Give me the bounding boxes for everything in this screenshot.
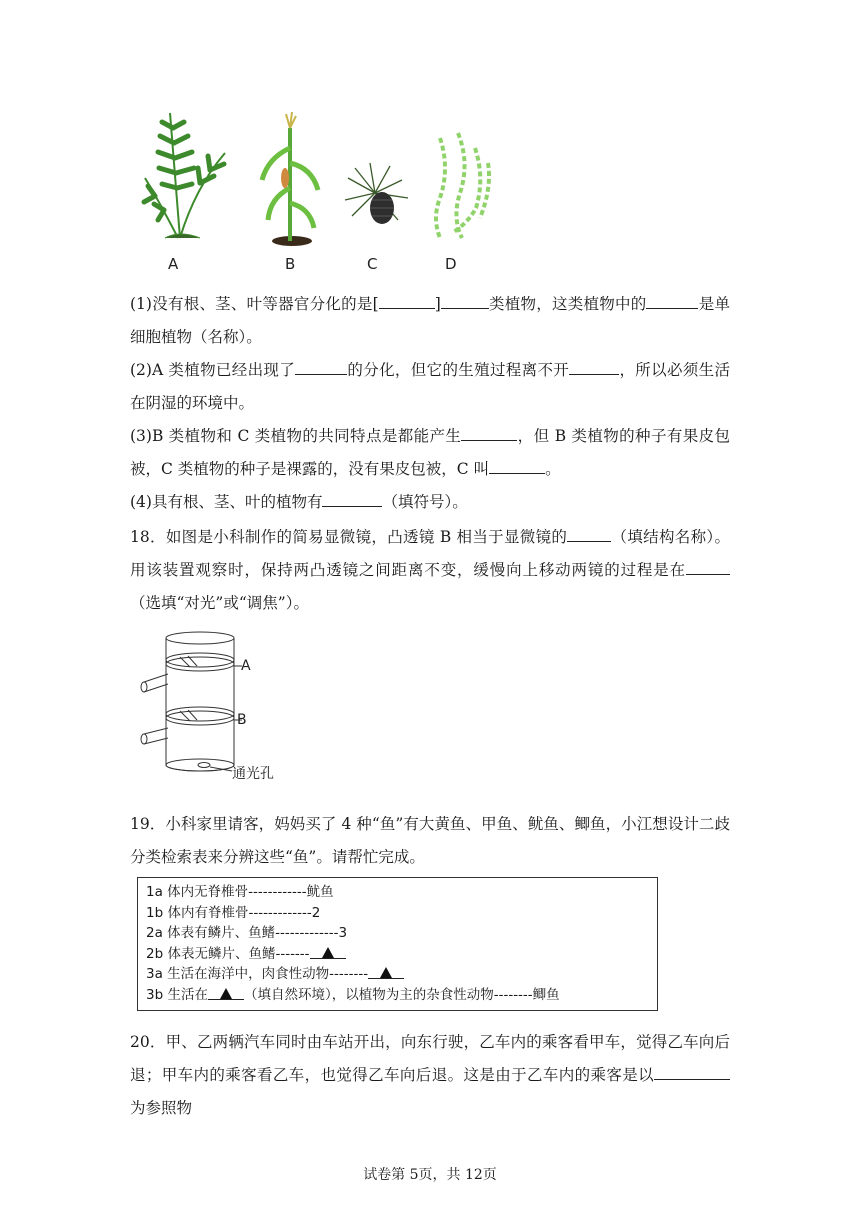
light-hole-label: 通光孔 (232, 766, 274, 782)
answer-blank[interactable] (322, 492, 382, 507)
plant-figure (140, 108, 500, 273)
pine-illustration (345, 163, 408, 224)
answer-blank[interactable] (569, 360, 619, 375)
plant-label-b: B (285, 255, 296, 273)
key-row: 1b 体内有脊椎骨-------------2 (146, 904, 321, 921)
dichotomous-key-table (137, 877, 658, 1011)
microscope-illustration (132, 630, 292, 785)
plant-label-d: D (445, 255, 457, 273)
answer-blank[interactable] (208, 985, 244, 1000)
q17-part-2: (2)A 类植物已经出现了 的分化，但它的生殖过程离不开 ，所以必须生活在阴湿的环境中。 (130, 361, 730, 412)
answer-blank[interactable] (441, 294, 489, 309)
fern-illustration (144, 113, 225, 238)
answer-blank[interactable] (686, 560, 730, 575)
answer-blank[interactable] (489, 459, 545, 474)
corn-illustration (262, 112, 318, 246)
plant-label-c: C (367, 255, 378, 273)
plant-label-a: A (168, 255, 179, 273)
key-row: 3a 生活在海洋中，肉食性动物-------- (146, 964, 649, 985)
answer-blank[interactable] (654, 1065, 730, 1080)
answer-blank[interactable] (646, 294, 698, 309)
triangle-icon (322, 947, 334, 958)
q17-part-3: (3)B 类植物和 C 类植物的共同特点是都能产生 ，但 B 类植物的种子有果皮包被，C 类植物的种子是裸露的，没有果皮包被，C 叫 。 (130, 427, 730, 478)
answer-blank[interactable] (295, 360, 347, 375)
page-footer: 试卷第 5页，共 12页 (363, 1167, 497, 1183)
triangle-icon (380, 967, 392, 978)
lens-b-label: B (237, 712, 247, 728)
plant-illustrations (140, 108, 500, 248)
key-row: 2a 体表有鳞片、鱼鳍-------------3 (146, 925, 348, 941)
key-row: 2b 体表无鳞片、鱼鳍------- (146, 944, 649, 965)
answer-blank[interactable] (567, 527, 611, 542)
question-17 (130, 288, 730, 519)
key-row: 1a 体内无脊椎骨------------鱿鱼 (146, 884, 334, 900)
microscope-figure (132, 630, 292, 785)
question-20: 20．甲、乙两辆汽车同时由车站开出，向东行驶，乙车内的乘客看甲车，觉得乙车向后退；甲车内的乘客看乙车，也觉得乙车向后退。这是由于乙车内的乘客是以为参照物 (130, 1033, 730, 1117)
answer-blank[interactable] (379, 294, 435, 309)
algae-illustration (436, 133, 489, 238)
q17-part-4: (4)具有根、茎、叶的植物有 （填符号）。 (130, 493, 468, 511)
key-row: 3b 生活在 （填自然环境），以植物为主的杂食性动物--------鲫鱼 (146, 986, 560, 1003)
lens-a-label: A (241, 658, 251, 674)
q17-part-1: (1)没有根、茎、叶等器官分化的是[ ] 类植物，这类植物中的 是单细胞植物（名称）。 (130, 295, 730, 346)
answer-blank[interactable] (368, 964, 404, 979)
question-18: 18．如图是小科制作的简易显微镜，凸透镜 B 相当于显微镜的 （填结构名称）。用该装置观察时，保持两凸透镜之间距离不变，缓慢向上移动两镜的过程是在（选填“对光”或“调焦”）。 (130, 528, 730, 612)
answer-blank[interactable] (461, 426, 517, 441)
answer-blank[interactable] (310, 944, 346, 959)
triangle-icon (220, 988, 232, 999)
question-19: 19．小科家里请客，妈妈买了 4 种“鱼”有大黄鱼、甲鱼、鱿鱼、鲫鱼，小江想设计二歧分类检索表来分辨这些“鱼”。请帮忙完成。 (130, 815, 730, 866)
